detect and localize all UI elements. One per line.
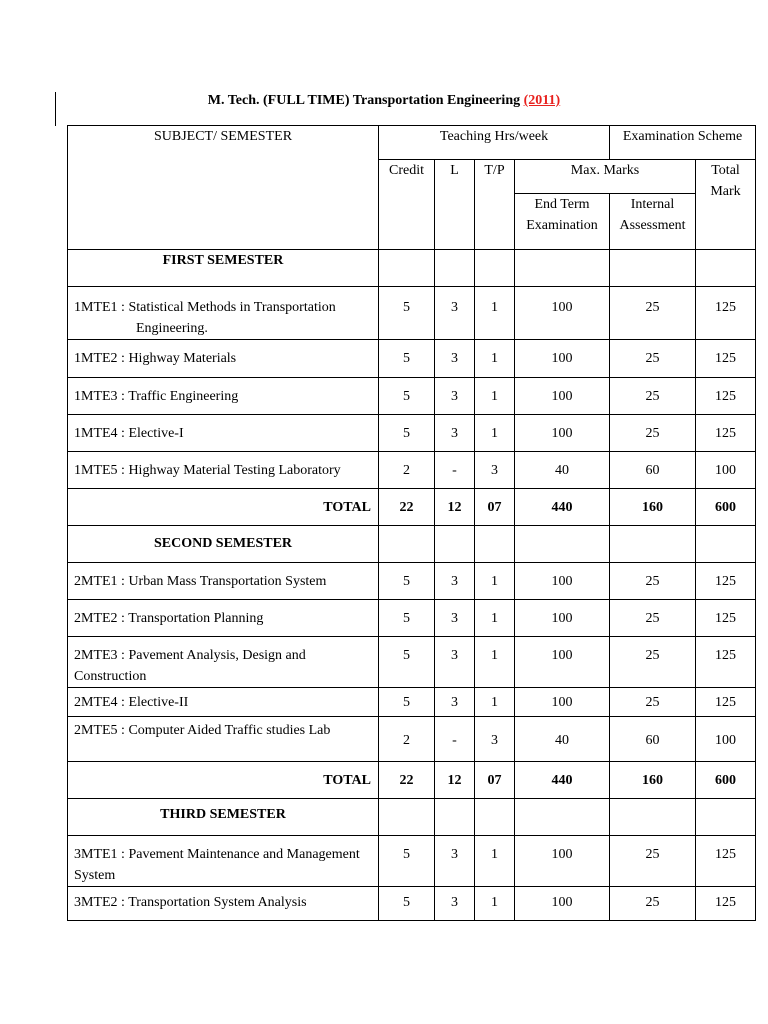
total-cell: 125 bbox=[696, 415, 756, 452]
end-term-cell: 100 bbox=[515, 836, 610, 887]
total-cell: 100 bbox=[696, 717, 756, 762]
l-cell: 3 bbox=[435, 887, 475, 921]
internal-cell: 25 bbox=[610, 887, 696, 921]
l-cell: 3 bbox=[435, 340, 475, 378]
l-cell: 3 bbox=[435, 287, 475, 340]
subject-cell: 2MTE5 : Computer Aided Traffic studies Lab bbox=[68, 717, 379, 762]
credit-cell: 5 bbox=[379, 378, 435, 415]
total-cell: 125 bbox=[696, 287, 756, 340]
internal-cell: 160 bbox=[610, 489, 696, 526]
tp-cell: 3 bbox=[475, 452, 515, 489]
credit-cell: 5 bbox=[379, 287, 435, 340]
tp-cell: 1 bbox=[475, 563, 515, 600]
end-term-cell: 100 bbox=[515, 637, 610, 688]
header-max-marks: Max. Marks bbox=[515, 160, 696, 194]
internal-cell: 25 bbox=[610, 287, 696, 340]
tp-cell: 1 bbox=[475, 688, 515, 717]
table-row bbox=[68, 563, 756, 600]
total-cell: 125 bbox=[696, 563, 756, 600]
semester-title: FIRST SEMESTER bbox=[68, 250, 379, 287]
total-cell: 600 bbox=[696, 762, 756, 799]
internal-cell: 60 bbox=[610, 717, 696, 762]
table-row bbox=[68, 287, 756, 340]
scheme-table bbox=[67, 125, 756, 921]
internal-cell: 60 bbox=[610, 452, 696, 489]
l-cell: 3 bbox=[435, 415, 475, 452]
table-row bbox=[68, 600, 756, 637]
end-term-cell: 440 bbox=[515, 489, 610, 526]
title-year: (2011) bbox=[523, 93, 561, 108]
tp-cell: 1 bbox=[475, 887, 515, 921]
tp-cell: 1 bbox=[475, 378, 515, 415]
l-cell: 3 bbox=[435, 600, 475, 637]
subject-cell: 1MTE2 : Highway Materials bbox=[68, 340, 379, 378]
l-cell: 3 bbox=[435, 378, 475, 415]
credit-cell: 5 bbox=[379, 340, 435, 378]
total-cell: 125 bbox=[696, 887, 756, 921]
credit-cell: 22 bbox=[379, 489, 435, 526]
subject-cell: 1MTE3 : Traffic Engineering bbox=[68, 378, 379, 415]
subject-cell: 2MTE3 : Pavement Analysis, Design and Construction bbox=[68, 637, 379, 688]
header-l: L bbox=[435, 160, 475, 250]
subject-cell: 2MTE1 : Urban Mass Transportation System bbox=[68, 563, 379, 600]
l-cell: 3 bbox=[435, 836, 475, 887]
end-term-cell: 100 bbox=[515, 287, 610, 340]
l-cell: - bbox=[435, 717, 475, 762]
tp-cell: 07 bbox=[475, 762, 515, 799]
credit-cell: 5 bbox=[379, 563, 435, 600]
semester-row bbox=[68, 526, 756, 563]
total-label: TOTAL bbox=[68, 489, 379, 526]
header-internal: Internal Assessment bbox=[610, 194, 696, 250]
tp-cell: 1 bbox=[475, 600, 515, 637]
l-cell: 12 bbox=[435, 489, 475, 526]
semester-row bbox=[68, 250, 756, 287]
table-row bbox=[68, 378, 756, 415]
end-term-cell: 100 bbox=[515, 563, 610, 600]
tp-cell: 07 bbox=[475, 489, 515, 526]
total-row bbox=[68, 489, 756, 526]
table-row bbox=[68, 637, 756, 688]
table-row bbox=[68, 887, 756, 921]
internal-cell: 25 bbox=[610, 836, 696, 887]
total-cell: 125 bbox=[696, 600, 756, 637]
total-cell: 100 bbox=[696, 452, 756, 489]
tp-cell: 1 bbox=[475, 836, 515, 887]
semester-title: THIRD SEMESTER bbox=[68, 799, 379, 836]
header-teaching: Teaching Hrs/week bbox=[379, 126, 610, 160]
subject-cell: 2MTE2 : Transportation Planning bbox=[68, 600, 379, 637]
header-subject: SUBJECT/ SEMESTER bbox=[68, 126, 379, 250]
title-main: M. Tech. (FULL TIME) Transportation Engineering bbox=[207, 93, 524, 108]
subject-cell: 2MTE4 : Elective-II bbox=[68, 688, 379, 717]
total-row bbox=[68, 762, 756, 799]
table-row bbox=[68, 836, 756, 887]
credit-cell: 5 bbox=[379, 688, 435, 717]
table-row bbox=[68, 340, 756, 378]
credit-cell: 22 bbox=[379, 762, 435, 799]
credit-cell: 5 bbox=[379, 415, 435, 452]
subject-cell: 3MTE1 : Pavement Maintenance and Management System bbox=[68, 836, 379, 887]
credit-cell: 5 bbox=[379, 887, 435, 921]
internal-cell: 25 bbox=[610, 563, 696, 600]
header-exam: Examination Scheme bbox=[610, 126, 756, 160]
total-cell: 600 bbox=[696, 489, 756, 526]
total-cell: 125 bbox=[696, 836, 756, 887]
end-term-cell: 100 bbox=[515, 688, 610, 717]
end-term-cell: 440 bbox=[515, 762, 610, 799]
total-cell: 125 bbox=[696, 378, 756, 415]
page-title bbox=[0, 93, 768, 109]
l-cell: 3 bbox=[435, 563, 475, 600]
total-cell: 125 bbox=[696, 340, 756, 378]
l-cell: 3 bbox=[435, 637, 475, 688]
table-row bbox=[68, 717, 756, 762]
credit-cell: 2 bbox=[379, 452, 435, 489]
end-term-cell: 100 bbox=[515, 415, 610, 452]
credit-cell: 2 bbox=[379, 717, 435, 762]
internal-cell: 25 bbox=[610, 637, 696, 688]
total-cell: 125 bbox=[696, 637, 756, 688]
table-row bbox=[68, 688, 756, 717]
header-end-term: End Term Examination bbox=[515, 194, 610, 250]
l-cell: - bbox=[435, 452, 475, 489]
end-term-cell: 100 bbox=[515, 600, 610, 637]
total-label: TOTAL bbox=[68, 762, 379, 799]
table-row bbox=[68, 415, 756, 452]
internal-cell: 25 bbox=[610, 415, 696, 452]
end-term-cell: 100 bbox=[515, 340, 610, 378]
subject-cell: 1MTE1 : Statistical Methods in Transportation Engineering. bbox=[68, 287, 379, 340]
tp-cell: 1 bbox=[475, 415, 515, 452]
end-term-cell: 100 bbox=[515, 378, 610, 415]
tp-cell: 1 bbox=[475, 287, 515, 340]
credit-cell: 5 bbox=[379, 637, 435, 688]
end-term-cell: 40 bbox=[515, 452, 610, 489]
l-cell: 3 bbox=[435, 688, 475, 717]
subject-cell: 1MTE5 : Highway Material Testing Laboratory bbox=[68, 452, 379, 489]
header-tp: T/P bbox=[475, 160, 515, 250]
internal-cell: 25 bbox=[610, 340, 696, 378]
internal-cell: 25 bbox=[610, 378, 696, 415]
end-term-cell: 100 bbox=[515, 887, 610, 921]
subject-cell: 1MTE4 : Elective-I bbox=[68, 415, 379, 452]
end-term-cell: 40 bbox=[515, 717, 610, 762]
tp-cell: 1 bbox=[475, 637, 515, 688]
subject-cell: 3MTE2 : Transportation System Analysis bbox=[68, 887, 379, 921]
internal-cell: 25 bbox=[610, 600, 696, 637]
semester-title: SECOND SEMESTER bbox=[68, 526, 379, 563]
tp-cell: 3 bbox=[475, 717, 515, 762]
internal-cell: 25 bbox=[610, 688, 696, 717]
total-cell: 125 bbox=[696, 688, 756, 717]
header-total-mark: Total Mark bbox=[696, 160, 756, 250]
table-row bbox=[68, 452, 756, 489]
semester-row bbox=[68, 799, 756, 836]
l-cell: 12 bbox=[435, 762, 475, 799]
internal-cell: 160 bbox=[610, 762, 696, 799]
header-credit: Credit bbox=[379, 160, 435, 250]
credit-cell: 5 bbox=[379, 836, 435, 887]
tp-cell: 1 bbox=[475, 340, 515, 378]
credit-cell: 5 bbox=[379, 600, 435, 637]
